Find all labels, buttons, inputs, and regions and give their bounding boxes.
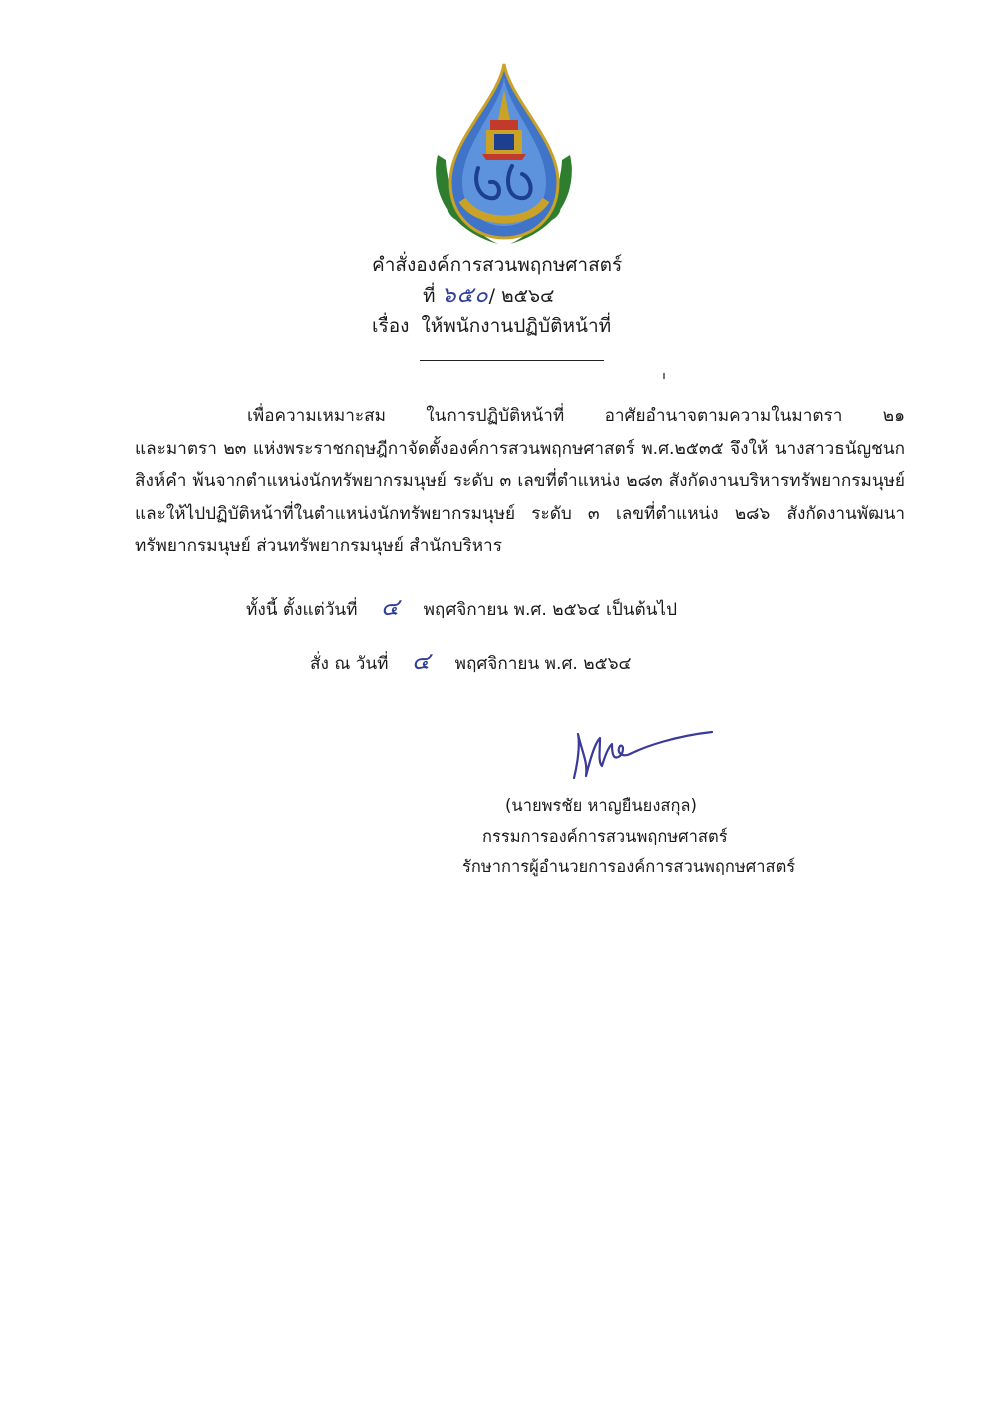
effective-date-text: พฤศจิกายน พ.ศ. ๒๕๖๔ เป็นต้นไป xyxy=(423,600,677,620)
signatory-name: (นายพรชัย หาญยืนยงสกุล) xyxy=(505,796,697,815)
body-line: และมาตรา ๒๓ แห่งพระราชกฤษฎีกาจัดตั้งองค์การสวนพฤกษศาสตร์ พ.ศ.๒๕๓๕ จึงให้ นางสาวธนัญชนก xyxy=(135,438,905,459)
botanical-garden-emblem-icon xyxy=(428,60,580,250)
effective-day-handwritten: ๔ xyxy=(380,593,401,621)
signature-icon xyxy=(566,722,716,784)
body-line: และให้ไปปฏิบัติหน้าที่ในตำแหน่งนักทรัพยากรมนุษย์ ระดับ ๓ เลขที่ตำแหน่ง ๒๘๖ สังกัดงานพัฒนา xyxy=(135,503,905,524)
effective-date-label: ทั้งนี้ ตั้งแต่วันที่ xyxy=(246,600,358,620)
order-date-text: พฤศจิกายน พ.ศ. ๒๕๖๔ xyxy=(454,654,632,674)
subject-label: เรื่อง xyxy=(372,315,410,337)
signatory-position: กรรมการองค์การสวนพฤกษศาสตร์ xyxy=(482,827,728,846)
order-date xyxy=(310,648,632,677)
order-subject xyxy=(372,314,611,338)
order-number-label: ที่ xyxy=(423,285,436,307)
organization-logo xyxy=(428,60,580,250)
order-day-handwritten: ๔ xyxy=(411,647,432,675)
order-number-year: / ๒๕๖๔ xyxy=(488,285,555,307)
heading-divider xyxy=(420,360,604,361)
order-body xyxy=(135,400,905,563)
body-line: ทรัพยากรมนุษย์ ส่วนทรัพยากรมนุษย์ สำนักบริหาร xyxy=(135,536,502,556)
order-title: คำสั่งองค์การสวนพฤกษศาสตร์ xyxy=(372,254,623,276)
order-number-handwritten: ๖๕๐ xyxy=(441,283,489,308)
order-number xyxy=(423,284,554,308)
scan-speck xyxy=(663,373,665,379)
order-date-label: สั่ง ณ วันที่ xyxy=(310,654,389,674)
subject-text: ให้พนักงานปฏิบัติหน้าที่ xyxy=(421,315,612,337)
body-line: สิงห์คำ พ้นจากตำแหน่งนักทรัพยากรมนุษย์ ระดับ ๓ เลขที่ตำแหน่ง ๒๘๓ สังกัดงานบริหารทรัพยากรมนุษย์ xyxy=(135,471,905,491)
body-line: เพื่อความเหมาะสม ในการปฏิบัติหน้าที่ อาศัยอำนาจตามความในมาตรา ๒๑ xyxy=(247,406,905,426)
handwritten-signature xyxy=(566,722,716,784)
signatory-acting-position: รักษาการผู้อำนวยการองค์การสวนพฤกษศาสตร์ xyxy=(462,857,796,876)
effective-date xyxy=(246,594,677,623)
